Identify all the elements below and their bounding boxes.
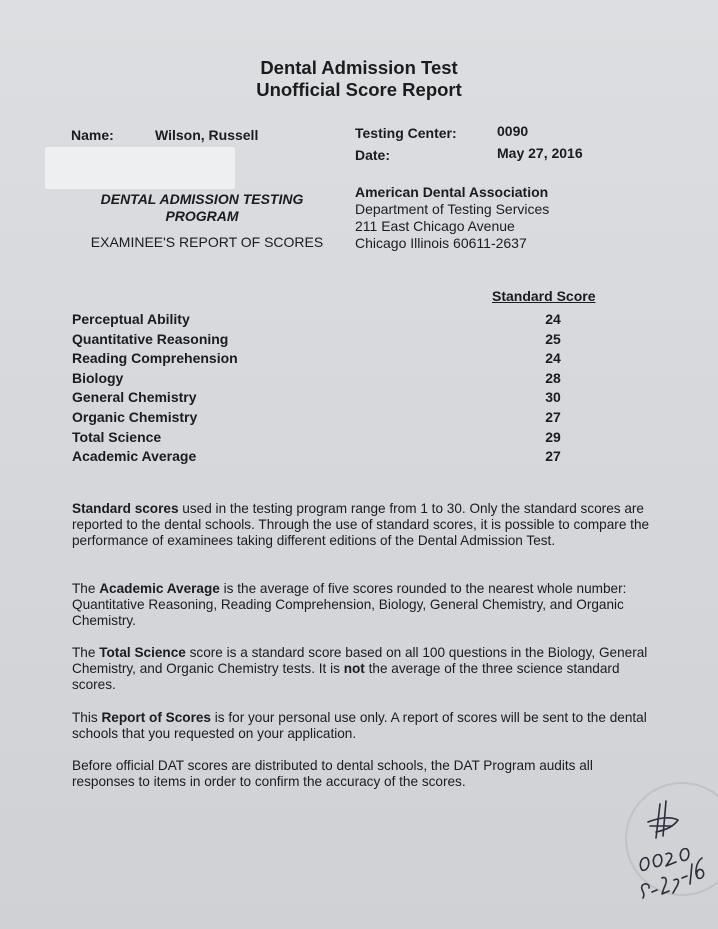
score-value: 28 <box>545 369 561 386</box>
note-bold: Academic Average <box>99 581 220 596</box>
audit-note: Before official DAT scores are distributed to dental schools, the DAT Program audits all responses to items in order to confirm the accuracy of the scores. <box>72 758 593 789</box>
score-value: 24 <box>545 311 561 327</box>
score-row <box>72 310 592 330</box>
testing-center-label: Testing Center: <box>355 125 457 141</box>
date-value: May 27, 2016 <box>497 145 583 161</box>
score-value: 30 <box>545 389 561 406</box>
association-department: Department of Testing Services <box>355 201 550 217</box>
score-name: Reading Comprehension <box>72 350 238 367</box>
note-text: is for your personal use only. A report of scores will be sent to the dental schools that you requested on your application. <box>72 710 647 741</box>
association-address <box>355 184 549 252</box>
score-name: Biology <box>72 369 124 386</box>
note-bold: not <box>343 661 365 676</box>
note-text: is the average of five scores rounded to the nearest whole number: Quantitative Reasoning, Reading Comprehension, Biology, General Chemistry, and Organic Chemistry. <box>72 581 627 628</box>
association-name: American Dental Association <box>355 184 549 200</box>
handwritten-initials-icon <box>636 796 718 906</box>
note-text: the average of the three science standard scores. <box>72 661 620 692</box>
standard-scores-note <box>72 501 652 549</box>
academic-average-note <box>72 581 652 629</box>
score-row <box>72 369 592 389</box>
score-row <box>72 349 592 369</box>
score-row <box>72 388 592 408</box>
score-name: Academic Average <box>72 448 197 465</box>
score-name: Total Science <box>72 428 162 445</box>
note-bold: Total Science <box>99 645 186 660</box>
note-bold: Standard scores <box>72 501 179 516</box>
examinee-report-heading: EXAMINEE'S REPORT OF SCORES <box>90 234 324 250</box>
score-row <box>72 408 592 428</box>
score-table <box>72 310 592 467</box>
standard-score-header: Standard Score <box>492 288 596 304</box>
score-row <box>72 330 592 350</box>
association-street: 211 East Chicago Avenue <box>355 218 515 234</box>
note-text: used in the testing program range from 1 to 30. Only the standard scores are reported to the dental schools. Through the use of standard scores, it is possible to compare the performance of examinees taking different editions of the Dental Admission Test. <box>72 501 650 548</box>
note-text: The <box>72 645 100 660</box>
score-value: 25 <box>545 330 561 347</box>
note-text: This <box>72 710 102 725</box>
score-value: 27 <box>545 408 561 425</box>
title-line-2: Unofficial Score Report <box>256 79 462 100</box>
testing-center-value: 0090 <box>497 123 529 139</box>
title-line-1: Dental Admission Test <box>260 57 458 78</box>
score-value: 27 <box>545 448 561 465</box>
score-value: 29 <box>545 428 561 445</box>
program-line-2: PROGRAM <box>165 208 239 224</box>
name-value: Wilson, Russell <box>155 127 259 143</box>
note-text: The <box>72 581 100 596</box>
report-of-scores-note <box>72 710 652 742</box>
score-name: Organic Chemistry <box>72 408 198 425</box>
association-city: Chicago Illinois 60611-2637 <box>355 235 527 251</box>
redacted-block <box>45 147 235 189</box>
name-label: Name: <box>71 127 114 143</box>
note-bold: Report of Scores <box>101 710 211 725</box>
score-value: 24 <box>545 350 561 367</box>
report-title <box>0 57 718 101</box>
total-science-note <box>72 645 652 693</box>
date-label: Date: <box>355 147 391 163</box>
program-line-1: DENTAL ADMISSION TESTING <box>100 191 304 207</box>
score-row <box>72 428 592 448</box>
note-text: score is a standard score based on all 100 questions in the Biology, General Chemistry, and Organic Chemistry tests. It is <box>72 645 648 676</box>
score-row <box>72 447 592 467</box>
program-heading <box>72 191 332 225</box>
score-name: Quantitative Reasoning <box>72 330 229 347</box>
score-name: General Chemistry <box>72 389 197 406</box>
score-name: Perceptual Ability <box>72 311 190 327</box>
